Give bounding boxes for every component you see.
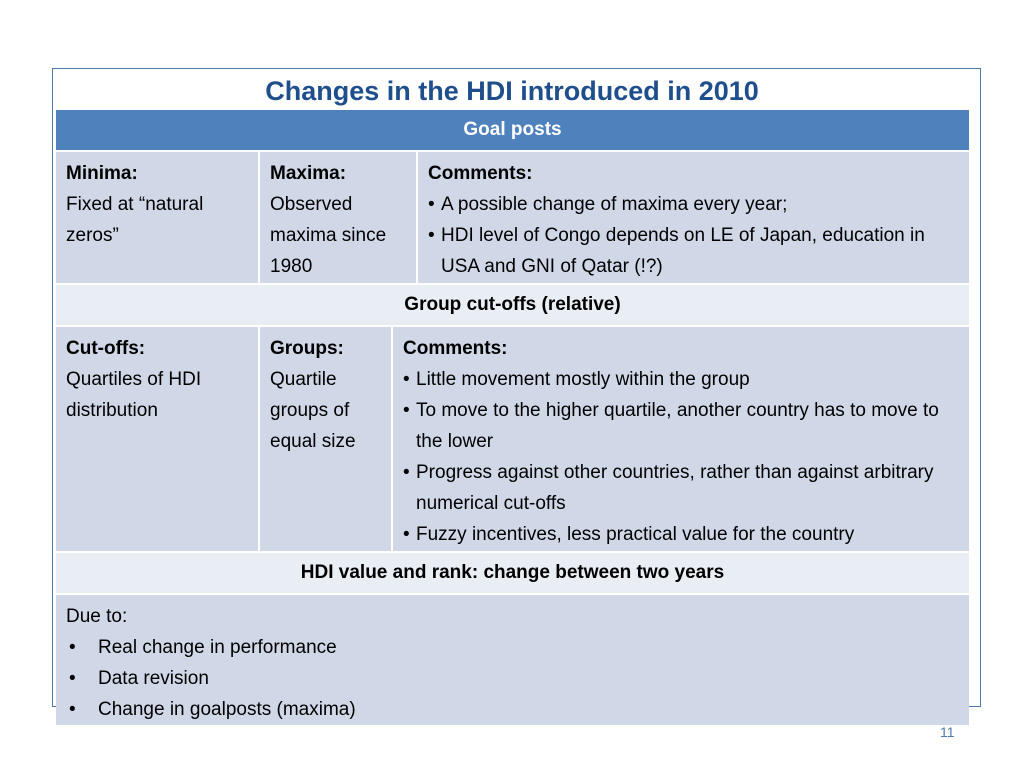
cell-maxima <box>260 152 418 283</box>
slide-title: Changes in the HDI introduced in 2010 <box>265 76 759 106</box>
text-minima: Fixed at “natural zeros” <box>66 194 204 246</box>
page-number: 11 <box>940 724 955 740</box>
list-item: • A possible change of maxima every year; <box>428 189 959 220</box>
table-row-hdi-change <box>56 593 969 725</box>
text-groups: Quartile groups of equal size <box>270 369 356 452</box>
table-row-group-cutoffs <box>56 325 969 551</box>
list-item: • To move to the higher quartile, another country has to move to the lower <box>403 395 959 457</box>
list-item: • Progress against other countries, rather than against arbitrary numerical cut-offs <box>403 457 959 519</box>
comments-list <box>403 364 959 550</box>
table-row-goal-posts <box>56 150 969 283</box>
text-cutoffs: Quartiles of HDI distribution <box>66 369 202 421</box>
cell-minima <box>56 152 260 283</box>
comments-list <box>428 189 959 282</box>
list-item: • Little movement mostly within the group <box>403 364 959 395</box>
hdi-table <box>56 110 969 725</box>
reasons-list <box>66 632 959 725</box>
label-minima: Minima: <box>66 163 138 184</box>
label-comments: Comments: <box>403 338 508 359</box>
cell-cutoffs <box>56 327 260 551</box>
list-item: • Change in goalposts (maxima) <box>66 694 959 725</box>
table-header-group-cutoffs: Group cut-offs (relative) <box>56 283 969 325</box>
text-due-to: Due to: <box>66 606 128 627</box>
label-comments: Comments: <box>428 163 533 184</box>
label-maxima: Maxima: <box>270 163 347 184</box>
cell-comments-cutoffs <box>393 327 969 551</box>
list-item: • Data revision <box>66 663 959 694</box>
text-maxima: Observed maxima since 1980 <box>270 194 387 277</box>
label-cutoffs: Cut-offs: <box>66 338 146 359</box>
list-item: • Real change in performance <box>66 632 959 663</box>
cell-comments-goal-posts <box>418 152 969 283</box>
list-item: • HDI level of Congo depends on LE of Japan, education in USA and GNI of Qatar (!?) <box>428 220 959 282</box>
table-header-hdi-change: HDI value and rank: change between two years <box>56 551 969 593</box>
table-header-goal-posts: Goal posts <box>56 110 969 150</box>
list-item: • Fuzzy incentives, less practical value for the country <box>403 519 959 550</box>
cell-groups <box>260 327 393 551</box>
label-groups: Groups: <box>270 338 344 359</box>
